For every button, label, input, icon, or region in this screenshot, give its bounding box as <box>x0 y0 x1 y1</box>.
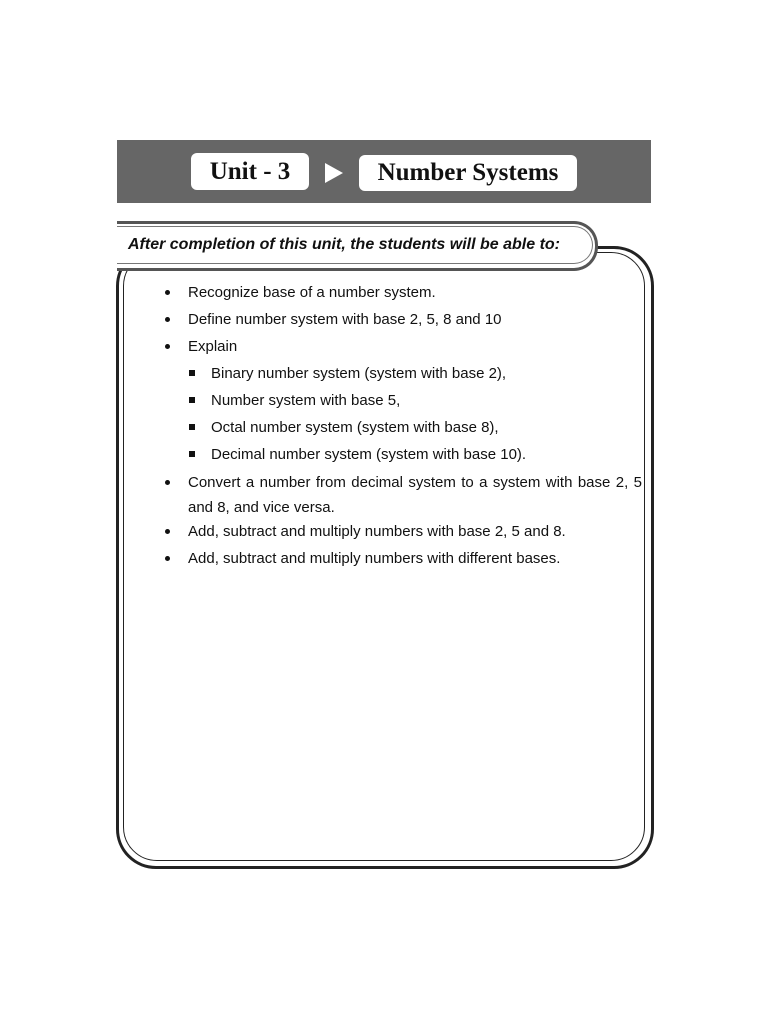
bullet-icon <box>165 480 170 485</box>
square-bullet-icon <box>189 424 195 430</box>
unit-label: Unit - 3 <box>191 153 309 190</box>
list-item-text: Add, subtract and multiply numbers with different bases. <box>188 550 561 567</box>
square-bullet-icon <box>189 370 195 376</box>
list-item <box>160 523 642 541</box>
sub-item-text: Decimal number system (system with base 10). <box>211 446 527 463</box>
objectives-heading: After completion of this unit, the students will be able to: <box>128 236 561 253</box>
sub-list-item <box>160 446 642 464</box>
list-item-text: Define number system with base 2, 5, 8 and 10 <box>188 311 502 328</box>
bullet-icon <box>165 529 170 534</box>
bullet-icon <box>165 317 170 322</box>
bullet-icon <box>165 344 170 349</box>
list-item <box>160 338 642 356</box>
sub-list-item <box>160 419 642 437</box>
bullet-icon <box>165 290 170 295</box>
bullet-icon <box>165 556 170 561</box>
list-item <box>160 311 642 329</box>
sub-item-text: Octal number system (system with base 8), <box>211 419 499 436</box>
list-item <box>160 550 642 568</box>
objectives-list <box>160 284 642 577</box>
list-item <box>160 284 642 302</box>
square-bullet-icon <box>189 397 195 403</box>
sub-item-text: Binary number system (system with base 2), <box>211 365 507 382</box>
unit-title: Number Systems <box>359 155 577 191</box>
sub-list-item <box>160 392 642 410</box>
sub-item-text: Number system with base 5, <box>211 392 401 409</box>
play-arrow-icon <box>325 163 343 183</box>
sub-list-item <box>160 365 642 383</box>
list-item-text: Recognize base of a number system. <box>188 284 436 301</box>
list-item-text: Convert a number from decimal system to a system with base 2, 5 and 8, and vice versa. <box>188 474 642 516</box>
list-item-text: Explain <box>188 338 238 355</box>
list-item-text: Add, subtract and multiply numbers with base 2, 5 and 8. <box>188 523 566 540</box>
list-item <box>160 470 642 520</box>
square-bullet-icon <box>189 451 195 457</box>
